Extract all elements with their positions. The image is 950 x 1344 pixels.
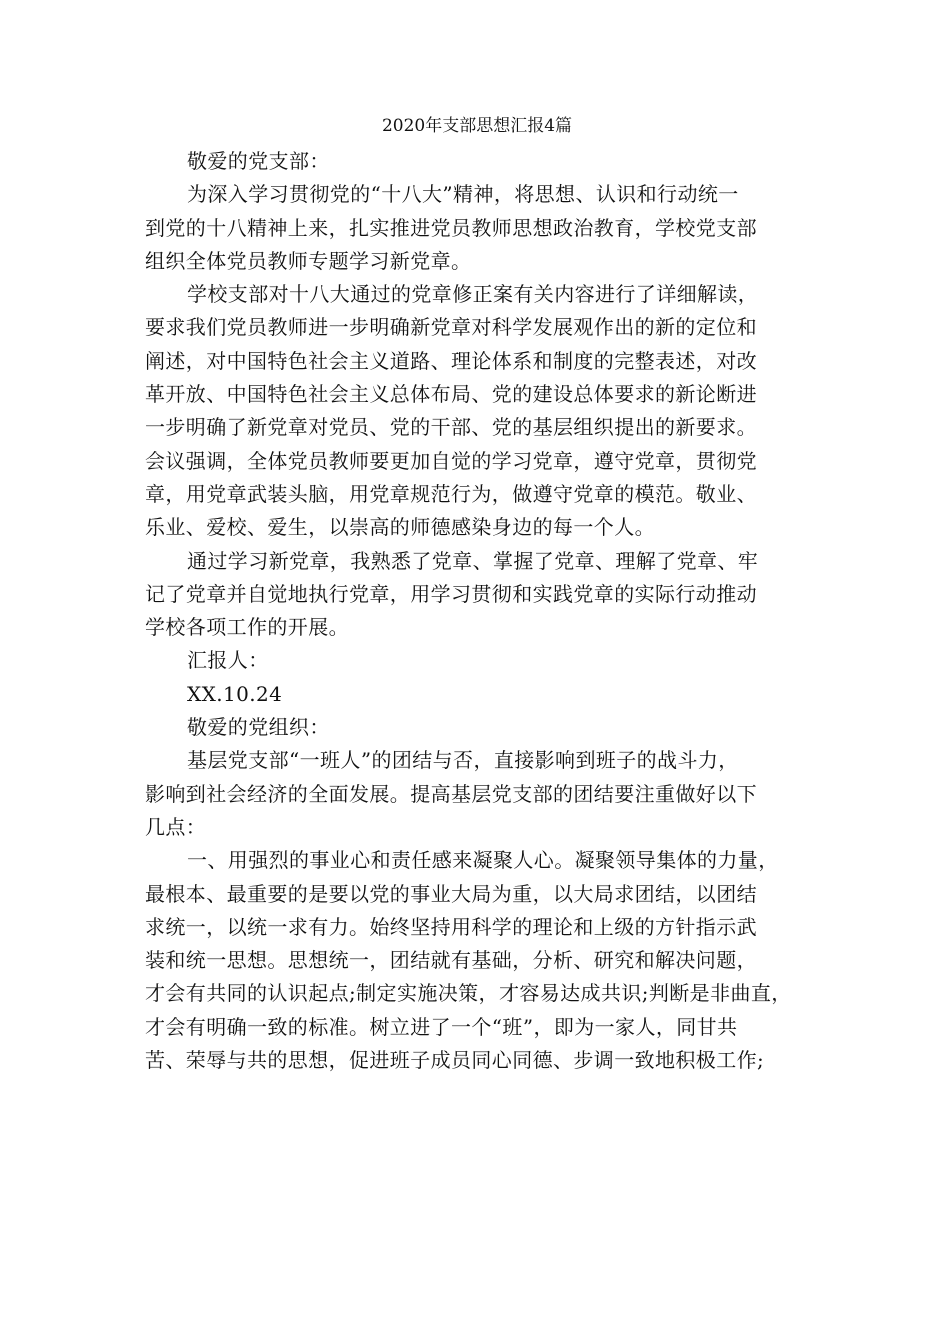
text-line: 革开放、中国特色社会主义总体布局、党的建设总体要求的新论断进 bbox=[145, 382, 757, 407]
text-line: 记了党章并自觉地执行党章，用学习贯彻和实践党章的实际行动推动 bbox=[145, 581, 757, 606]
text-line: 阐述，对中国特色社会主义道路、理论体系和制度的完整表述，对改 bbox=[145, 348, 757, 373]
text-line: 才会有共同的认识起点;制定实施决策，才容易达成共识;判断是非曲直， bbox=[145, 981, 792, 1006]
text-line: 汇报人： bbox=[187, 648, 269, 673]
text-line: XX.10.24 bbox=[187, 681, 283, 706]
text-line: 乐业、爱校、爱生，以崇高的师德感染身边的每一个人。 bbox=[145, 515, 655, 540]
text-line: 影响到社会经济的全面发展。提高基层党支部的团结要注重做好以下 bbox=[145, 781, 757, 806]
text-line: 一步明确了新党章对党员、党的干部、党的基层组织提出的新要求。 bbox=[145, 415, 757, 440]
text-line: 基层党支部“一班人”的团结与否，直接影响到班子的战斗力， bbox=[187, 748, 739, 773]
text-line: 要求我们党员教师进一步明确新党章对科学发展观作出的新的定位和 bbox=[145, 315, 757, 340]
text-line: 几点： bbox=[145, 814, 207, 839]
document-title: 2020年支部思想汇报4篇 bbox=[381, 116, 573, 136]
text-line: 敬爱的党支部： bbox=[187, 149, 330, 173]
text-line: 学校各项工作的开展。 bbox=[145, 615, 349, 640]
text-line: 通过学习新党章，我熟悉了党章、掌握了党章、理解了党章、牢 bbox=[187, 548, 759, 573]
text-line: 一、用强烈的事业心和责任感来凝聚人心。凝聚领导集体的力量， bbox=[187, 848, 779, 873]
text-line: 为深入学习贯彻党的“十八大”精神，将思想、认识和行动统一 bbox=[187, 182, 739, 207]
text-line: 最根本、最重要的是要以党的事业大局为重，以大局求团结，以团结 bbox=[145, 881, 757, 906]
text-line: 会议强调，全体党员教师要更加自觉的学习党章，遵守党章，贯彻党 bbox=[145, 448, 757, 473]
text-line: 装和统一思想。思想统一，团结就有基础，分析、研究和解决问题， bbox=[145, 948, 757, 973]
text-line: 求统一，以统一求有力。始终坚持用科学的理论和上级的方针指示武 bbox=[145, 914, 757, 939]
text-line: 学校支部对十八大通过的党章修正案有关内容进行了详细解读， bbox=[187, 282, 759, 307]
text-line: 苦、荣辱与共的思想，促进班子成员同心同德、步调一致地积极工作; bbox=[145, 1048, 765, 1073]
text-line: 到党的十八精神上来，扎实推进党员教师思想政治教育，学校党支部 bbox=[145, 215, 757, 240]
text-line: 章，用党章武装头脑，用党章规范行为，做遵守党章的模范。敬业、 bbox=[145, 481, 757, 506]
document-page bbox=[145, 108, 809, 1077]
text-line: 组织全体党员教师专题学习新党章。 bbox=[145, 248, 472, 273]
document-body bbox=[145, 145, 809, 1077]
text-line: 才会有明确一致的标准。树立进了一个“班”，即为一家人，同甘共 bbox=[145, 1014, 738, 1039]
text-line: 敬爱的党组织： bbox=[187, 715, 330, 740]
